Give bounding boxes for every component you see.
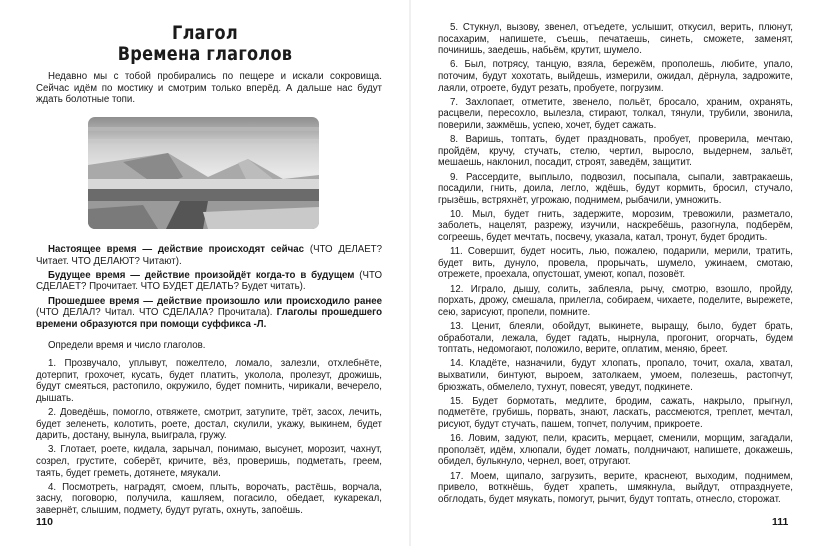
exercise-list-right: [438, 22, 793, 508]
mountain-bridge-illustration: [88, 117, 319, 229]
exercise-item: 6. Был, потрясу, танцую, взяла, бережём, прополешь, любите, упало, поточим, будут хохотать, выйдешь, измерили, ожидал, дёрнула, задрожите, лаяли, отроете, будут резать, пробуете, погрузим.: [438, 59, 793, 94]
rule-future-term: Будущее время — действие произойдёт когда-то в будущем: [48, 269, 355, 281]
task-instruction: [36, 340, 382, 354]
page-number-right: 111: [772, 516, 789, 528]
exercise-item: 15. Будет бормотать, медлите, бродим, сажать, накрыло, прыгнул, подметёте, грубишь, порвать, знают, ласкать, рассмеются, треплет, мечтал, рисуют, будут стучать, пашем, топчет, получим, прикроете.: [438, 395, 793, 430]
exercise-item: 1. Прозвучало, уплывут, пожелтело, ломало, залезли, отхлебнёте, дотерпит, грохочет, кусать, будет платить, уколола, пролезут, дрожишь, будут смеяться, растопило, окружило, будет помнить, чирикали, вечерело, дышать.: [36, 358, 382, 404]
rule-past-suffix: Глаголы прошедшего времени образуются при помощи суффикса -Л.: [36, 307, 382, 330]
chapter-subtitle: Времена глаголов: [117, 43, 293, 65]
exercise-item: 12. Играло, дышу, солить, заблеяла, рычу, смотрю, взошло, пройду, порхать, дрожу, смешала, прилегла, собираем, чихаете, поделите, вырежете, сею, зарисуют, пропели, помните.: [438, 283, 793, 318]
chapter-title: Глагол: [172, 22, 238, 44]
rule-present-term: Настоящее время — действие происходят сейчас: [48, 244, 305, 255]
exercise-item: 11. Совершит, будет носить, лью, пожалею, подарили, мерили, тратить, будет вить, дунуло, провела, прорычать, шумело, ужинаем, смотаю, отрежете, проехала, опустошат, умеют, копал, позовёт.: [438, 246, 793, 281]
rule-present-example: (ЧТО ДЕЛАЕТ? Читает. ЧТО ДЕЛАЮТ? Читают).: [36, 244, 382, 267]
rule-past-example: (ЧТО ДЕЛАЛ? Читал. ЧТО СДЕЛАЛА? Прочитала).: [36, 307, 277, 319]
rules-block: [36, 244, 382, 333]
rule-past-term: Прошедшее время — действие произошло или происходило ранее: [48, 295, 382, 307]
right-page: [410, 0, 820, 546]
exercise-item: 9. Рассердите, выплыло, подвозил, посыпала, сыпали, завтракаешь, посадили, гнить, доила, легло, ждёшь, будут кормить, бросил, стучало, грызёшь, встряхнёт, угрожаю, поднимем, рыбачили, умножить.: [438, 171, 793, 206]
exercise-item: 4. Посмотреть, наградят, смоем, плыть, ворочать, растёшь, ворчала, засну, поговорю, получила, кашляем, погасило, обедает, кукарекал, завернёт, слышим, подмету, будут ругать, охнуть, запоёшь.: [36, 481, 382, 516]
exercise-item: 7. Захлопает, отметите, звенело, польёт, бросало, храним, охранять, расцвели, пересохло, вылезла, стирают, толкал, тянули, трубили, звонила, поверили, зажмёшь, успею, хочет, будет сажать.: [438, 96, 793, 131]
exercise-item: 13. Ценит, блеяли, обойдут, выкинете, выращу, было, будет брать, обработали, лежала, будет гадать, нырнула, прогонит, огорчать, будем топтать, недомогают, положило, верите, оплатим, меняю, бреет.: [438, 321, 793, 356]
rule-present: [36, 244, 382, 267]
exercise-item: 5. Стукнул, вызову, звенел, отъедете, услышит, откусил, верить, плюнут, посахарим, напишете, съешь, печатаешь, синеть, сможете, заменят, починишь, заедешь, набьём, крутит, шумело.: [438, 22, 793, 57]
exercise-item: 10. Мыл, будет гнить, задержите, морозим, тревожили, разметало, заболеть, нацелят, разрежу, изучили, наскребёшь, разогнула, подберём, согреешь, будет мечтать, посвечу, указала, катал, тронут, будет бродить.: [438, 208, 793, 244]
task-text: Определи время и число глаголов.: [48, 340, 206, 351]
rule-future-example: (ЧТО СДЕЛАЕТ? Прочитает. ЧТО БУДЕТ ДЕЛАТЬ? Будет читать).: [36, 269, 382, 293]
rule-past: [36, 296, 382, 331]
page-number-left: 110: [36, 516, 53, 528]
intro-text: [36, 71, 382, 108]
exercise-item: 2. Доведёшь, помогло, отвяжете, смотрит, затупите, трёт, засох, лечить, будет зеленеть, колотить, роете, достал, скулили, укажу, выкинем, будет дарить, достану, вынула, выиграла, гружу.: [36, 406, 382, 442]
exercise-list-left: [36, 358, 382, 519]
exercise-item: 14. Кладёте, назначили, будут хлопать, пропало, точит, охала, хватал, выхватили, бинтуют, выроем, затолкаем, умоем, полезешь, растопчут, брюзжать, обмелело, тухнут, повесят, уведут, подкинете.: [438, 358, 793, 393]
rule-future: [36, 270, 382, 293]
exercise-item: 17. Моем, щипало, загрузить, верите, краснеют, выходим, поднимем, привело, воткнёшь, будет храпеть, шмякнула, выйдут, отпразднуете, обглодать, будет мяукать, помогут, рычит, будут топтать, отнесло, сторожат.: [438, 470, 793, 505]
exercise-item: 16. Ловим, задуют, пели, красить, мерцает, сменили, морщим, загадали, проползёт, идём, хлюпали, будет ломать, полдничают, напишете, докажешь, обидел, булькнуло, чернел, воет, отругают.: [438, 433, 793, 468]
intro-paragraph: Недавно мы с тобой пробирались по пещере и искали сокровища. Сейчас идём по мостику и смотрим только вперёд. А дальше нас будут ждать болотные топи.: [36, 71, 382, 106]
exercise-item: 8. Варишь, топтать, будет праздновать, пробует, проверила, мечтаю, пройдём, кручу, стучать, стелю, чертил, выросло, выдернем, зальёт, мешаешь, наклонил, посадит, строят, заведём, защитит.: [438, 134, 793, 169]
exercise-item: 3. Глотает, роете, кидала, зарычал, понимаю, высунет, морозит, чахнут, созрел, грустите, соберёт, кричите, вёз, проверишь, подметать, греем, таять, будет греметь, дотянете, мяукали.: [36, 444, 382, 479]
